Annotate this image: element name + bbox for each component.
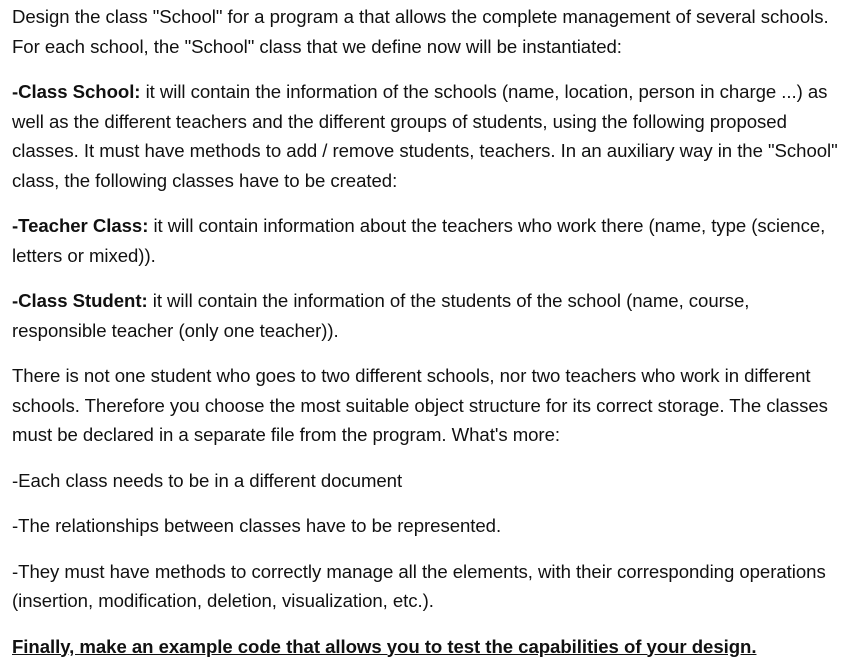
teacher-class-paragraph <box>12 211 848 270</box>
student-class-paragraph <box>12 286 848 345</box>
assignment-document <box>12 2 848 661</box>
requirement-item: -Each class needs to be in a different document <box>12 469 403 491</box>
intro-paragraph: Design the class "School" for a program a that allows the complete management of several schools. For each school, the "School" class that we define now will be instantiated: <box>12 6 829 57</box>
teacher-class-heading: -Teacher Class: <box>12 215 149 236</box>
requirement-item: -They must have methods to correctly manage all the elements, with their corresponding operations (insertion, modification, deletion, visualization, etc.). <box>12 560 826 611</box>
final-instruction: Finally, make an example code that allows you to test the capabilities of your design. <box>12 635 757 657</box>
teacher-class-text: it will contain information about the teachers who work there (name, type (science, letters or mixed)). <box>12 215 826 266</box>
student-class-heading: -Class Student: <box>12 290 148 311</box>
school-class-paragraph <box>12 77 848 195</box>
structure-note-paragraph: There is not one student who goes to two different schools, nor two teachers who work in different schools. Therefore you choose the most suitable object structure for its correct storage. The classes must be declared in a separate file from the program. What's more: <box>12 365 828 445</box>
requirement-item: -The relationships between classes have to be represented. <box>12 515 502 536</box>
school-class-heading: -Class School: <box>12 81 141 102</box>
student-class-text: it will contain the information of the students of the school (name, course, responsible teacher (only one teacher)). <box>12 290 750 341</box>
school-class-text: it will contain the information of the schools (name, location, person in charge ...) as well as the different teachers and the different groups of students, using the following proposed classes. It must have methods to add / remove students, teachers. In an auxiliary way in the "School" class, the following classes have to be created: <box>12 81 838 191</box>
